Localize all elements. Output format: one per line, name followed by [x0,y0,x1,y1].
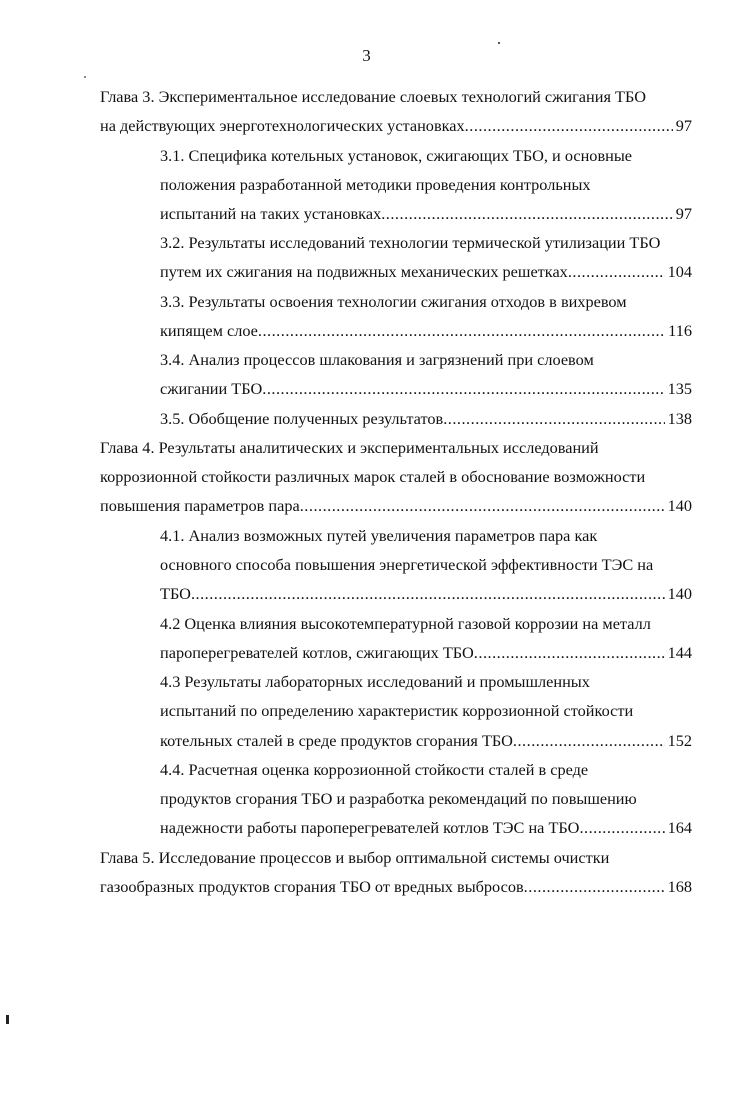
toc-section-4-4-line-1: 4.4. Расчетная оценка коррозионной стойкости сталей в среде [160,760,589,779]
toc-section-3-1-line-2: положения разработанной методики проведения контрольных [160,175,591,194]
page-number: 3 [362,46,371,65]
toc-section-4-1-line-3: ТБО [160,584,191,603]
toc-leader-dots [474,642,665,664]
toc-leader-dots [381,203,673,225]
toc-chapter-5-line-1: Глава 5. Исследование процессов и выбор оптимальной системы очистки [100,848,610,867]
toc-section-4-4-line-2: продуктов сгорания ТБО и разработка рекомендаций по повышению [160,789,637,808]
toc-section-4-3-line-1: 4.3 Результаты лабораторных исследований и промышленных [160,672,590,691]
toc-section-3-3-line-1: 3.3. Результаты освоения технологии сжигания отходов в вихревом [160,292,627,311]
toc-section-3-3-entry[interactable] [160,320,692,342]
toc-section-3-1-line-3: испытаний на таких установках [160,204,382,223]
toc-chapter-4-line-3: повышения параметров пара [100,496,300,515]
scan-speck [6,1015,9,1024]
toc-section-4-2-entry[interactable] [160,642,692,664]
toc-section-3-3-page: 116 [668,321,692,340]
toc-section-4-2-line-2: пароперегревателей котлов, сжигающих ТБО [160,643,474,662]
toc-leader-dots [191,583,665,605]
toc-chapter-5-entry[interactable] [100,876,692,898]
scan-speck [84,76,86,78]
toc-section-3-4-entry[interactable] [160,378,692,400]
toc-section-4-3-entry[interactable] [160,730,692,752]
toc-leader-dots [443,408,664,430]
toc-section-3-1-page: 97 [675,204,692,223]
toc-section-4-3-page: 152 [667,731,692,750]
toc-leader-dots [579,817,664,839]
toc-section-4-4-entry[interactable] [160,817,692,839]
toc-section-3-5-line-1: 3.5. Обобщение полученных результатов [160,409,444,428]
toc-section-4-4-line-3: надежности работы пароперегревателей котлов ТЭС на ТБО [160,818,580,837]
toc-chapter-4-entry[interactable] [100,495,692,517]
toc-chapter-5-line-2: газообразных продуктов сгорания ТБО от вредных выбросов [100,877,524,896]
toc-chapter-3-page: 97 [675,116,692,135]
toc-chapter-4-page: 140 [667,496,692,515]
toc-section-3-1-line-1: 3.1. Специфика котельных установок, сжигающих ТБО, и основные [160,146,633,165]
toc-chapter-5-page: 168 [667,877,692,896]
toc-section-3-2-line-2: путем их сжигания на подвижных механических решетках [160,262,568,281]
toc-section-3-5-entry[interactable] [160,408,692,430]
toc-chapter-3-line-1: Глава 3. Экспериментальное исследование слоевых технологий сжигания ТБО [100,87,646,106]
toc-leader-dots [524,876,665,898]
toc-section-3-4-page: 135 [667,379,692,398]
toc-chapter-3-entry[interactable] [100,115,692,137]
toc-section-3-1-entry[interactable] [160,203,692,225]
toc-section-3-3-line-2: кипящем слое [160,321,258,340]
toc-section-3-2-line-1: 3.2. Результаты исследований технологии термической утилизации ТБО [160,233,661,252]
toc-chapter-3-line-2: на действующих энерготехнологических установках [100,116,465,135]
toc-section-4-4-page: 164 [667,818,692,837]
toc-section-4-2-page: 144 [667,643,692,662]
toc-leader-dots [300,495,665,517]
toc-leader-dots [262,378,664,400]
toc-section-4-1-line-2: основного способа повышения энергетической эффективности ТЭС на [160,555,654,574]
toc-section-3-4-line-1: 3.4. Анализ процессов шлакования и загрязнений при слоевом [160,350,594,369]
toc-section-4-2-line-1: 4.2 Оценка влияния высокотемпературной газовой коррозии на металл [160,614,651,633]
toc-chapter-4-line-1: Глава 4. Результаты аналитических и экспериментальных исследований [100,438,599,457]
toc-leader-dots [513,730,665,752]
toc-chapter-4-line-2: коррозионной стойкости различных марок сталей в обоснование возможности [100,467,646,486]
toc-section-3-2-entry[interactable] [160,261,692,283]
toc-section-4-3-line-3: котельных сталей в среде продуктов сгорания ТБО [160,731,513,750]
toc-section-4-1-entry[interactable] [160,583,692,605]
toc-leader-dots [465,115,673,137]
toc-section-3-2-page: 104 [667,262,692,281]
toc-section-4-1-line-1: 4.1. Анализ возможных путей увеличения параметров пара как [160,526,598,545]
toc-section-3-4-line-2: сжигании ТБО [160,379,263,398]
toc-section-4-1-page: 140 [667,584,692,603]
toc-leader-dots [258,320,665,342]
scan-speck [498,42,500,44]
toc-section-4-3-line-2: испытаний по определению характеристик коррозионной стойкости [160,701,634,720]
toc-section-3-5-page: 138 [667,409,692,428]
toc-leader-dots [568,261,665,283]
